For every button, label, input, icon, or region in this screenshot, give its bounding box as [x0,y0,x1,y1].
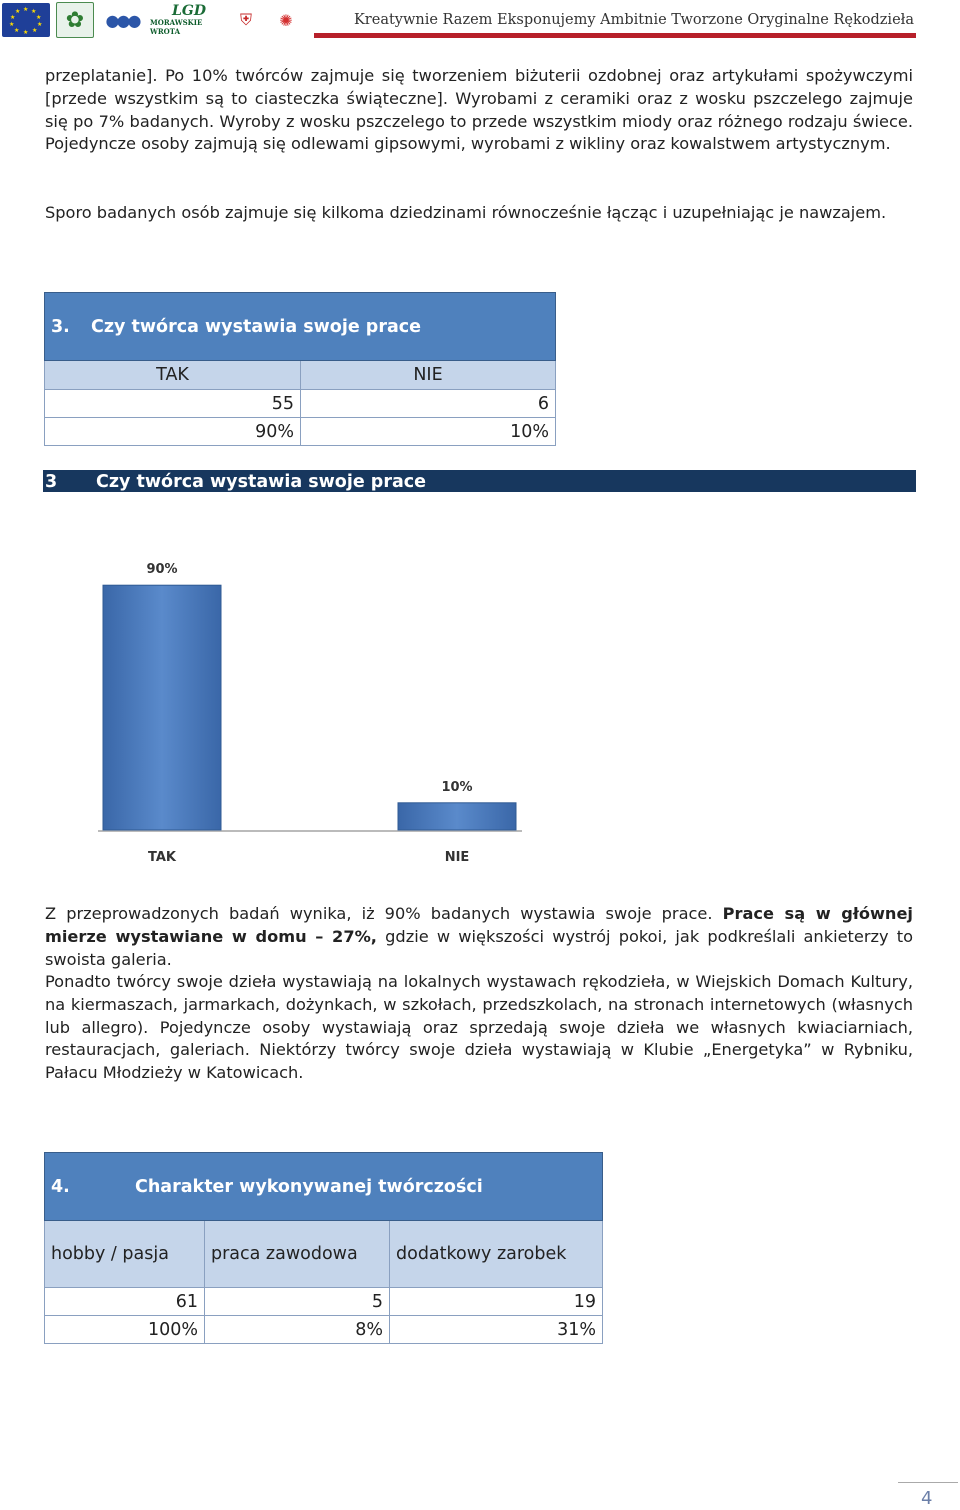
page-number: 4 [921,1488,933,1509]
table-3-col-tak: TAK [45,361,301,390]
table-4-col-extra: dodatkowy zarobek [390,1221,603,1288]
crest-logo: ⛨ [234,3,258,37]
header-rule [314,33,916,38]
table-3-count-nie: 6 [301,390,556,418]
lgd-logo [150,3,228,37]
analysis-text-b: gdzie w większości wystrój pokoi, jak podkreślali ankieterzy to swoista galeria. [45,926,914,969]
table-4-header [45,1153,603,1221]
page-header [0,0,960,44]
lgd-logo-text: LGD [172,3,206,19]
bar-nie [398,803,516,830]
chart-section-band [43,470,916,492]
eu-flag-logo: ★ ★ ★ ★ ★ ★ ★ ★ ★ ★ [2,3,50,37]
category-label-nie: NIE [444,850,470,865]
leader-logo: ✿ [56,2,94,38]
logo-strip [2,2,308,38]
table-3-title: Czy twórca wystawia swoje prace [91,316,421,337]
table-4-col-work: praca zawodowa [205,1221,390,1288]
table-4-count-hobby: 61 [45,1288,205,1316]
table-4-percent-work: 8% [205,1316,390,1344]
table-3-percent-tak: 90% [45,418,301,446]
category-label-tak: TAK [148,850,176,865]
table-exhibits-work [44,292,556,446]
table-4-col-hobby: hobby / pasja [45,1221,205,1288]
table-4-percent-extra: 31% [390,1316,603,1344]
table-4-count-extra: 19 [390,1288,603,1316]
regional-program-logo: ✺ [264,3,308,37]
data-label-tak: 90% [146,562,178,578]
data-label-nie: 10% [441,779,473,795]
page-number-rule [898,1482,958,1483]
analysis-paragraph-2: Ponadto twórcy swoje dzieła wystawiają na lokalnych wystawach rękodzieła, w Wiejskich Domach Kultury, na kiermaszach, jarmarkach, dożynkach, w szkołach, przedszkolach, na stronach internetowych (własnych lub allegro). Pojedyncze osoby wystawiają oraz sprzedają swoje dzieła we własnych kwiaciarniach, restauracjach, galeriach. Niektórzy twórcy swoje dzieła wystawiają w Klubie „Energetyka” w Rybniku, Pałacu Młodzieży w Katowicach. [45,972,913,1083]
partnership-logo: ●●● [100,3,144,37]
chart-section-title: Czy twórca wystawia swoje prace [96,472,426,492]
table-3-header [45,293,556,361]
analysis-text-bold: Prace są w głównej mierze wystawiane w domu – 27%, [45,904,913,946]
table-4-number: 4. [51,1176,70,1197]
lgd-logo-subtext: MORAWSKIE WROTA [150,18,203,36]
table-4-count-work: 5 [205,1288,390,1316]
intro-paragraph-2: Sporo badanych osób zajmuje się kilkoma dziedzinami równocześnie łącząc i uzupełniając je nawzajem. [45,203,887,222]
exhibits-bar-chart [60,520,540,870]
chart-section-number: 3 [45,472,58,492]
table-3-col-nie: NIE [301,361,556,390]
table-work-character [44,1152,603,1344]
table-4-title: Charakter wykonywanej twórczości [135,1176,483,1197]
table-3-number: 3. [51,316,70,337]
table-4-percent-hobby: 100% [45,1316,205,1344]
analysis-text-a: Z przeprowadzonych badań wynika, iż 90% badanych wystawia swoje prace. [45,904,723,923]
bar-tak [103,585,221,830]
intro-paragraph-1: przeplatanie]. Po 10% twórców zajmuje się tworzeniem biżuterii ozdobnej oraz artykułami spożywczymi [przede wszystkim są to ciasteczka świąteczne]. Wyrobami z ceramiki oraz z wosku pszczelego zajmuje się po 7% badanych. Wyroby z wosku pszczelego to przede wszystkim miody oraz różnego rodzaju świece. Pojedyncze osoby zajmują się odlewami gipsowymi, wyrobami z wikliny oraz kowalstwem artystycznym. [45,66,913,154]
table-3-count-tak: 55 [45,390,301,418]
analysis-paragraph-1 [45,903,913,971]
header-title: Kreatywnie Razem Eksponujemy Ambitnie Tworzone Oryginalne Rękodzieła [353,12,914,28]
table-3-percent-nie: 10% [301,418,556,446]
